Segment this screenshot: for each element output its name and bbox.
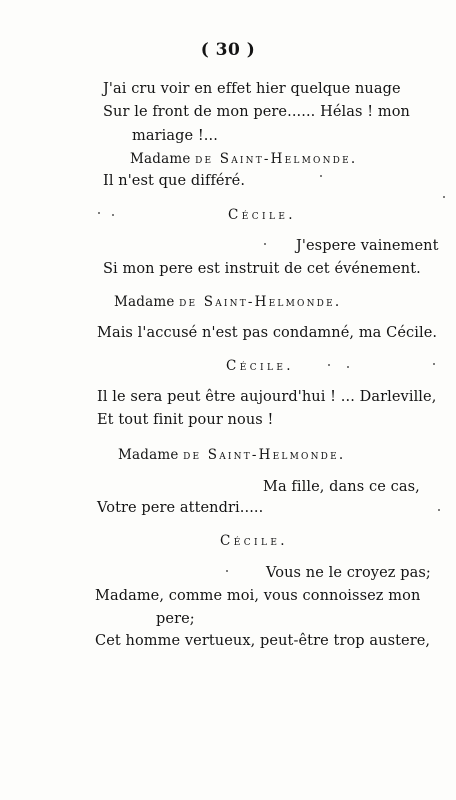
speaker-name: de Saint-Helmonde.: [183, 447, 346, 463]
verse-line: J'espere vainement: [296, 238, 439, 254]
verse-line: Cet homme vertueux, peut-être trop austere,: [95, 633, 431, 649]
verse-line: Sur le front de mon pere...... Hélas ! mon: [103, 104, 410, 120]
verse-line: Si mon pere est instruit de cet événement.: [103, 261, 421, 277]
ink-speck: [347, 366, 349, 368]
verse-line: Mais l'accusé n'est pas condamné, ma Cécile.: [97, 325, 438, 341]
verse-line: Et tout finit pour nous !: [97, 412, 274, 428]
verse-line: Votre pere attendri.....: [97, 500, 264, 516]
ink-speck: [443, 196, 445, 198]
speaker-heading: Cécile.: [226, 358, 294, 374]
verse-line: Madame, comme moi, vous connoissez mon: [95, 588, 421, 604]
ink-speck: [320, 175, 322, 177]
ink-speck: [98, 212, 100, 214]
speaker-heading: Cécile.: [228, 207, 296, 223]
verse-line: mariage !...: [132, 128, 218, 144]
speaker-title: Madame: [114, 294, 175, 310]
verse-line: Il n'est que différé.: [103, 173, 246, 189]
ink-speck: [438, 509, 440, 511]
verse-line: Il le sera peut être aujourd'hui ! ... Darleville,: [97, 389, 437, 405]
verse-line: pere;: [156, 611, 195, 627]
speaker-name: de Saint-Helmonde.: [195, 151, 358, 167]
ink-speck: [226, 570, 228, 572]
speaker-heading: Cécile.: [220, 533, 288, 549]
speaker-title: Madame: [118, 447, 179, 463]
speaker-heading: [118, 446, 345, 464]
speaker-title: Madame: [130, 151, 191, 167]
speaker-name: de Saint-Helmonde.: [179, 294, 342, 310]
verse-line: J'ai cru voir en effet hier quelque nuage: [103, 81, 401, 97]
speaker-heading: [130, 150, 357, 168]
speaker-heading: [114, 293, 341, 311]
page-number: ( 30 ): [200, 40, 256, 60]
ink-speck: [264, 243, 266, 245]
verse-line: Ma fille, dans ce cas,: [263, 479, 420, 495]
ink-speck: [328, 364, 330, 366]
ink-speck: [433, 363, 435, 365]
verse-line: Vous ne le croyez pas;: [266, 565, 431, 581]
ink-speck: [112, 214, 114, 216]
